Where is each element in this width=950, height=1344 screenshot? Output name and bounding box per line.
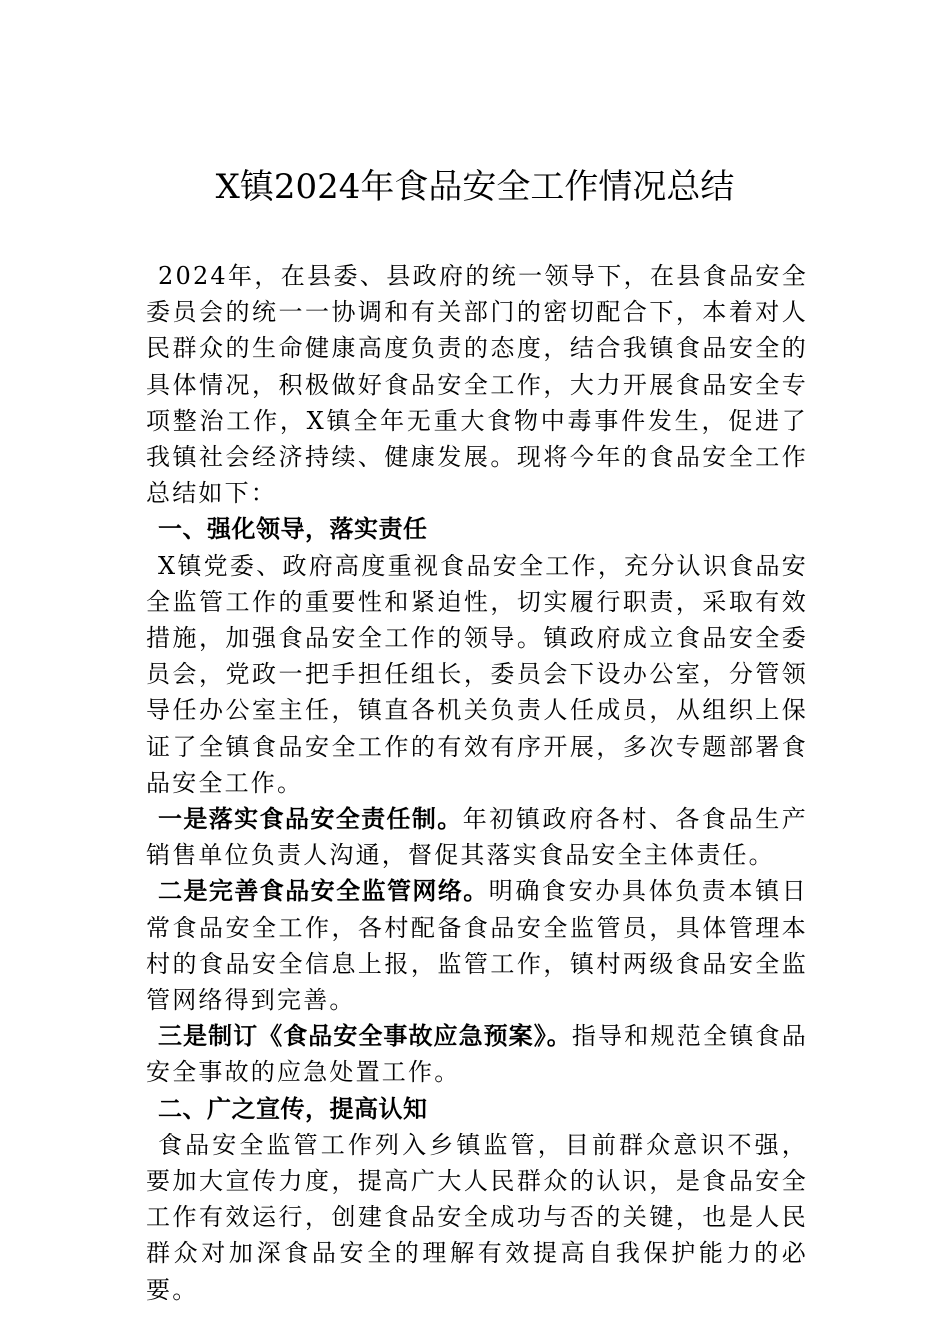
section-1-paragraph: X镇党委、政府高度重视食品安全工作，充分认识食品安全监管工作的重要性和紧迫性，切实履行职责，采取有效措施，加强食品安全工作的领导。镇政府成立食品安全委员会，党政一把手担任组长，委员会下设办公室，分管领导任办公室主任，镇直各机关负责人任成员，从组织上保证了全镇食品安全工作的有效有序开展，多次专题部署食品安全工作。 [146, 551, 808, 797]
intro-paragraph: 2024年，在县委、县政府的统一领导下，在县食品安全委员会的统一一协调和有关部门的密切配合下，本着对人民群众的生命健康高度负责的态度，结合我镇食品安全的具体情况，积极做好食品安全工作，大力开展食品安全专项整治工作，X镇全年无重大食物中毒事件发生，促进了我镇社会经济持续、健康发展。现将今年的食品安全工作总结如下： [146, 262, 808, 508]
document-body [146, 258, 808, 1308]
section-2-paragraph: 食品安全监管工作列入乡镇监管，目前群众意识不强，要加大宣传力度，提高广大人民群众的认识，是食品安全工作有效运行，创建食品安全成功与否的关键，也是人民群众对加深食品安全的理解有效提高自我保护能力的必要。 [146, 1130, 808, 1304]
item-2-text: 明确食安办具体负责本镇日常食品安全工作，各村配备食品安全监管员，具体管理本村的食品安全信息上报，监管工作，镇村两级食品安全监管网络得到完善。 [146, 877, 809, 1015]
section-2-heading: 二、广之宣传，提高认知 [158, 1094, 428, 1123]
item-3-lead: 三是制订《食品安全事故应急预案》。 [158, 1022, 572, 1051]
item-2-lead: 二是完善食品安全监管网络。 [158, 877, 489, 906]
item-3-text: 指导和规范全镇食品安全事故的应急处置工作。 [146, 1022, 808, 1087]
section-1-item-3 [146, 1018, 808, 1090]
section-1-item-2 [146, 873, 808, 1018]
section-1-heading: 一、强化领导，落实责任 [158, 515, 428, 544]
item-1-text: 年初镇政府各村、各食品生产销售单位负责人沟通，督促其落实食品安全主体责任。 [146, 805, 808, 870]
item-1-lead: 一是落实食品安全责任制。 [158, 805, 463, 834]
document-title: X镇2024年食品安全工作情况总结 [215, 167, 735, 207]
section-1-item-1 [146, 801, 808, 873]
